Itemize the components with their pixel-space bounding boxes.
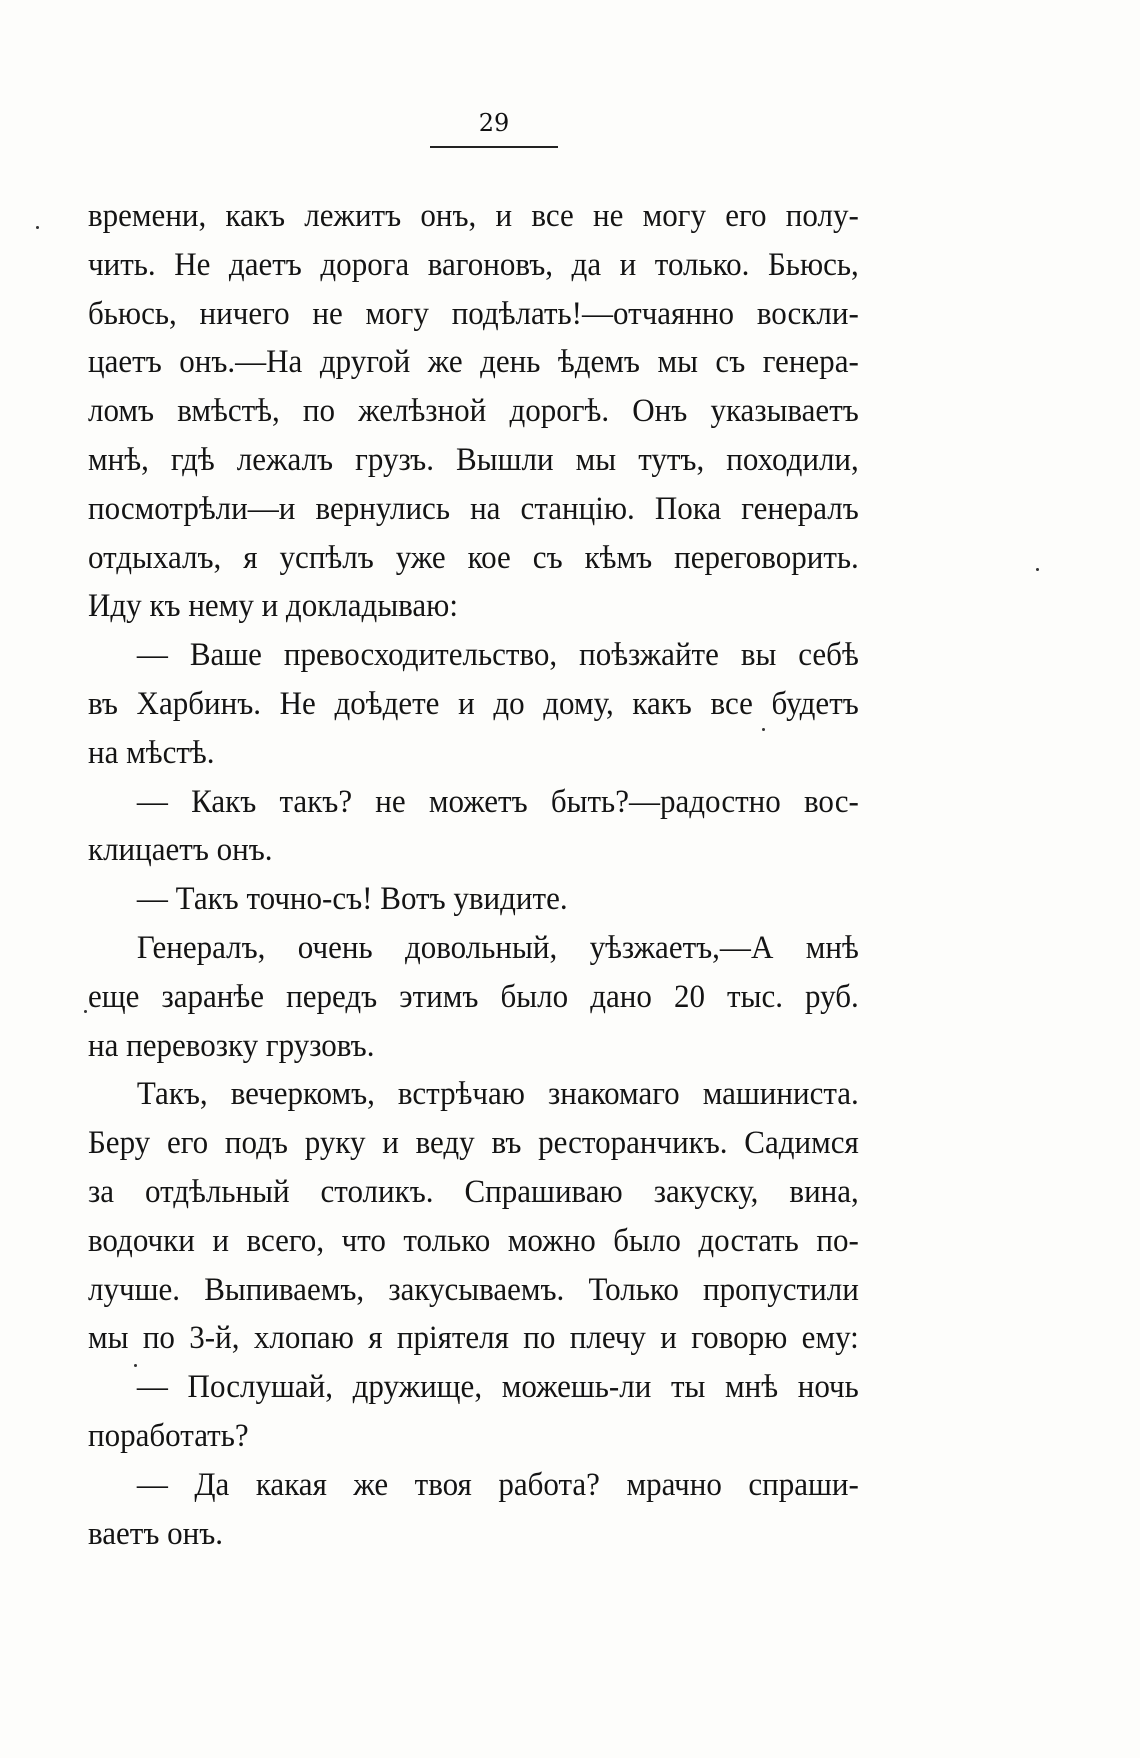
page-number: 29 <box>478 109 510 137</box>
text-line: времени, какъ лежитъ онъ, и все не могу его полу- <box>88 198 859 234</box>
print-speck <box>134 1364 137 1367</box>
text-line: чить. Не даетъ дорога вагоновъ, да и только. Бьюсь, <box>88 246 859 283</box>
print-speck <box>762 728 765 731</box>
text-line: лучше. Выпиваемъ, закусываемъ. Только пропустили <box>88 1271 859 1308</box>
dialogue-line: — Такъ точно-съ! Вотъ увидите. <box>136 881 568 918</box>
body-text <box>88 192 859 1558</box>
text-line: Иду къ нему и докладываю: <box>88 588 458 625</box>
dialogue-line: — Какъ такъ? не можетъ быть?—радостно вос- <box>136 783 859 820</box>
text-line: ваетъ онъ. <box>88 1515 224 1552</box>
text-line: на перевозку грузовъ. <box>88 1027 375 1064</box>
text-line: бьюсь, ничего не могу подѣлать!—отчаянно воскли- <box>88 295 859 332</box>
text-line: поработать? <box>88 1417 249 1454</box>
paragraph-start-line: Генералъ, очень довольный, уѣзжаетъ,—А мнѣ <box>136 929 859 966</box>
page-number-rule <box>430 146 558 148</box>
dialogue-line: — Ваше превосходительство, поѣзжайте вы себѣ <box>136 637 859 674</box>
text-line: на мѣстѣ. <box>88 734 215 771</box>
text-line: отдыхалъ, я успѣлъ уже кое съ кѣмъ переговорить. <box>88 539 859 576</box>
text-line: еще заранѣе передъ этимъ было дано 20 тыс. руб. <box>88 978 859 1015</box>
print-speck <box>84 1010 87 1013</box>
print-speck <box>1036 568 1039 571</box>
text-line: водочки и всего, что только можно было достать по- <box>88 1222 859 1259</box>
text-line: мнѣ, гдѣ лежалъ грузъ. Вышли мы тутъ, походили, <box>88 441 859 478</box>
paragraph-start-line: Такъ, вечеркомъ, встрѣчаю знакомаго машиниста. <box>136 1076 859 1113</box>
text-line: клицаетъ онъ. <box>88 832 273 869</box>
dialogue-line: — Послушай, дружище, можешь-ли ты мнѣ ночь <box>136 1369 859 1406</box>
text-line: мы по 3-й, хлопаю я пріятеля по плечу и говорю ему: <box>88 1320 859 1357</box>
text-line: за отдѣльный столикъ. Спрашиваю закуску, вина, <box>88 1173 859 1210</box>
text-line: Беру его подъ руку и веду въ ресторанчикъ. Садимся <box>88 1125 859 1162</box>
text-line: посмотрѣли—и вернулись на станцію. Пока генералъ <box>88 490 859 527</box>
print-speck <box>36 226 39 229</box>
dialogue-line: — Да какая же твоя работа? мрачно спраши- <box>136 1466 859 1503</box>
text-line: въ Харбинъ. Не доѣдете и до дому, какъ все будетъ <box>88 685 859 722</box>
text-line: ломъ вмѣстѣ, по желѣзной дорогѣ. Онъ указываетъ <box>88 393 859 430</box>
text-line: цаетъ онъ.—На другой же день ѣдемъ мы съ генера- <box>88 344 859 381</box>
